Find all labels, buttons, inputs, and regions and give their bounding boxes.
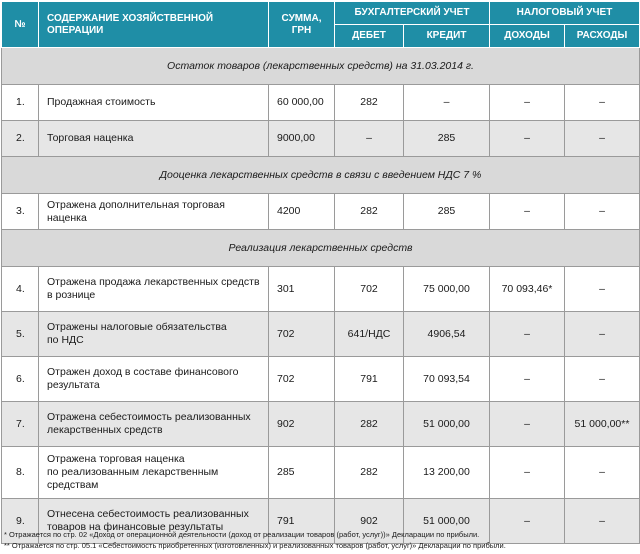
- cell-debit: –: [335, 121, 404, 157]
- description-line: Отражены налоговые обязательства: [47, 321, 227, 333]
- cell-description: [39, 267, 269, 312]
- table-row: [2, 267, 640, 312]
- cell-debit: 282: [335, 85, 404, 121]
- footnote: * Отражается по стр. 02 «Доход от операционной деятельности (доход от реализации товаров (работ, услуг))» Декларации по прибыли.: [4, 530, 480, 539]
- cell-no: 5.: [2, 312, 39, 357]
- cell-expenses: –: [565, 194, 640, 230]
- section-title: Реализация лекарственных средств: [2, 230, 640, 267]
- cell-no: 4.: [2, 267, 39, 312]
- header-expenses: РАСХОДЫ: [565, 25, 640, 48]
- cell-income: –: [490, 447, 565, 499]
- cell-credit: 51 000,00: [404, 402, 490, 447]
- operations-table: [1, 1, 640, 544]
- description-line: лекарственных средств: [47, 424, 163, 436]
- cell-sum: 60 000,00: [269, 85, 335, 121]
- table-row: [2, 121, 640, 157]
- cell-credit: 70 093,54: [404, 357, 490, 402]
- cell-credit: 75 000,00: [404, 267, 490, 312]
- description-line: по НДС: [47, 334, 84, 346]
- cell-expenses: –: [565, 312, 640, 357]
- description-line: результата: [47, 379, 100, 391]
- cell-income: –: [490, 402, 565, 447]
- cell-expenses: –: [565, 447, 640, 499]
- cell-sum: 902: [269, 402, 335, 447]
- description-line: товаров на финансовые результаты: [47, 521, 224, 533]
- cell-credit: 285: [404, 194, 490, 230]
- footnotes: [4, 529, 640, 551]
- cell-credit: 51 000,00: [404, 499, 490, 544]
- cell-income: 70 093,46*: [490, 267, 565, 312]
- cell-no: 8.: [2, 447, 39, 499]
- cell-sum: 702: [269, 312, 335, 357]
- cell-sum: 285: [269, 447, 335, 499]
- cell-sum: 791: [269, 499, 335, 544]
- cell-description: [39, 312, 269, 357]
- cell-description: Отражена дополнительная торговая наценка: [39, 194, 269, 230]
- operations-table-container: [1, 1, 639, 544]
- cell-no: 3.: [2, 194, 39, 230]
- cell-income: –: [490, 194, 565, 230]
- cell-credit: 13 200,00: [404, 447, 490, 499]
- footnote: ** Отражается по стр. 05.1 «Себестоимость приобретенных (изготовленных) и реализованных товаров (работ, услуг)» Декларации по прибыли.: [4, 541, 506, 550]
- cell-description: Продажная стоимость: [39, 85, 269, 121]
- cell-sum: 301: [269, 267, 335, 312]
- table-row: [2, 402, 640, 447]
- cell-income: –: [490, 121, 565, 157]
- cell-no: 2.: [2, 121, 39, 157]
- section-title: Остаток товаров (лекарственных средств) на 31.03.2014 г.: [2, 48, 640, 85]
- header-accounting: БУХГАЛТЕРСКИЙ УЧЕТ: [335, 2, 490, 25]
- cell-no: 1.: [2, 85, 39, 121]
- description-line: Отражена продажа лекарственных средств: [47, 276, 260, 288]
- header-no: №: [2, 2, 39, 48]
- description-line: Отражена торговая наценка: [47, 453, 185, 465]
- header-sum: [269, 2, 335, 48]
- description-line: средствам: [47, 479, 99, 491]
- header-debit: ДЕБЕТ: [335, 25, 404, 48]
- table-row: [2, 194, 640, 230]
- cell-debit: 282: [335, 447, 404, 499]
- section-row: [2, 157, 640, 194]
- cell-description: [39, 447, 269, 499]
- table-row: [2, 447, 640, 499]
- cell-credit: 4906,54: [404, 312, 490, 357]
- header-sum-line1: СУММА,: [281, 12, 322, 24]
- cell-credit: –: [404, 85, 490, 121]
- description-line: в рознице: [47, 289, 96, 301]
- description-line: Отражен доход в составе финансового: [47, 366, 239, 378]
- header-income: ДОХОДЫ: [490, 25, 565, 48]
- cell-no: 9.: [2, 499, 39, 544]
- description-line: Отражена себестоимость реализованных: [47, 411, 251, 423]
- cell-income: –: [490, 499, 565, 544]
- cell-expenses: –: [565, 85, 640, 121]
- cell-expenses: –: [565, 357, 640, 402]
- cell-income: –: [490, 357, 565, 402]
- cell-sum: 4200: [269, 194, 335, 230]
- table-row: [2, 85, 640, 121]
- cell-debit: 902: [335, 499, 404, 544]
- table-header: [2, 2, 640, 48]
- section-row: [2, 230, 640, 267]
- cell-sum: 9000,00: [269, 121, 335, 157]
- section-title: Дооценка лекарственных средств в связи с введением НДС 7 %: [2, 157, 640, 194]
- table-row: [2, 357, 640, 402]
- cell-expenses: –: [565, 499, 640, 544]
- section-row: [2, 48, 640, 85]
- description-line: по реализованным лекарственным: [47, 466, 219, 478]
- table-body: [2, 48, 640, 544]
- cell-debit: 641/НДС: [335, 312, 404, 357]
- header-description: СОДЕРЖАНИЕ ХОЗЯЙСТВЕННОЙ ОПЕРАЦИИ: [39, 2, 269, 48]
- cell-expenses: 51 000,00**: [565, 402, 640, 447]
- cell-description: [39, 402, 269, 447]
- cell-debit: 702: [335, 267, 404, 312]
- cell-income: –: [490, 312, 565, 357]
- cell-no: 7.: [2, 402, 39, 447]
- cell-credit: 285: [404, 121, 490, 157]
- cell-description: Торговая наценка: [39, 121, 269, 157]
- description-line: Отнесена себестоимость реализованных: [47, 508, 249, 520]
- cell-income: –: [490, 85, 565, 121]
- table-row: [2, 312, 640, 357]
- cell-no: 6.: [2, 357, 39, 402]
- header-credit: КРЕДИТ: [404, 25, 490, 48]
- cell-debit: 791: [335, 357, 404, 402]
- cell-description: [39, 357, 269, 402]
- header-tax: НАЛОГОВЫЙ УЧЕТ: [490, 2, 640, 25]
- header-sum-line2: ГРН: [291, 24, 312, 36]
- cell-expenses: –: [565, 267, 640, 312]
- cell-sum: 702: [269, 357, 335, 402]
- cell-expenses: –: [565, 121, 640, 157]
- cell-debit: 282: [335, 194, 404, 230]
- cell-debit: 282: [335, 402, 404, 447]
